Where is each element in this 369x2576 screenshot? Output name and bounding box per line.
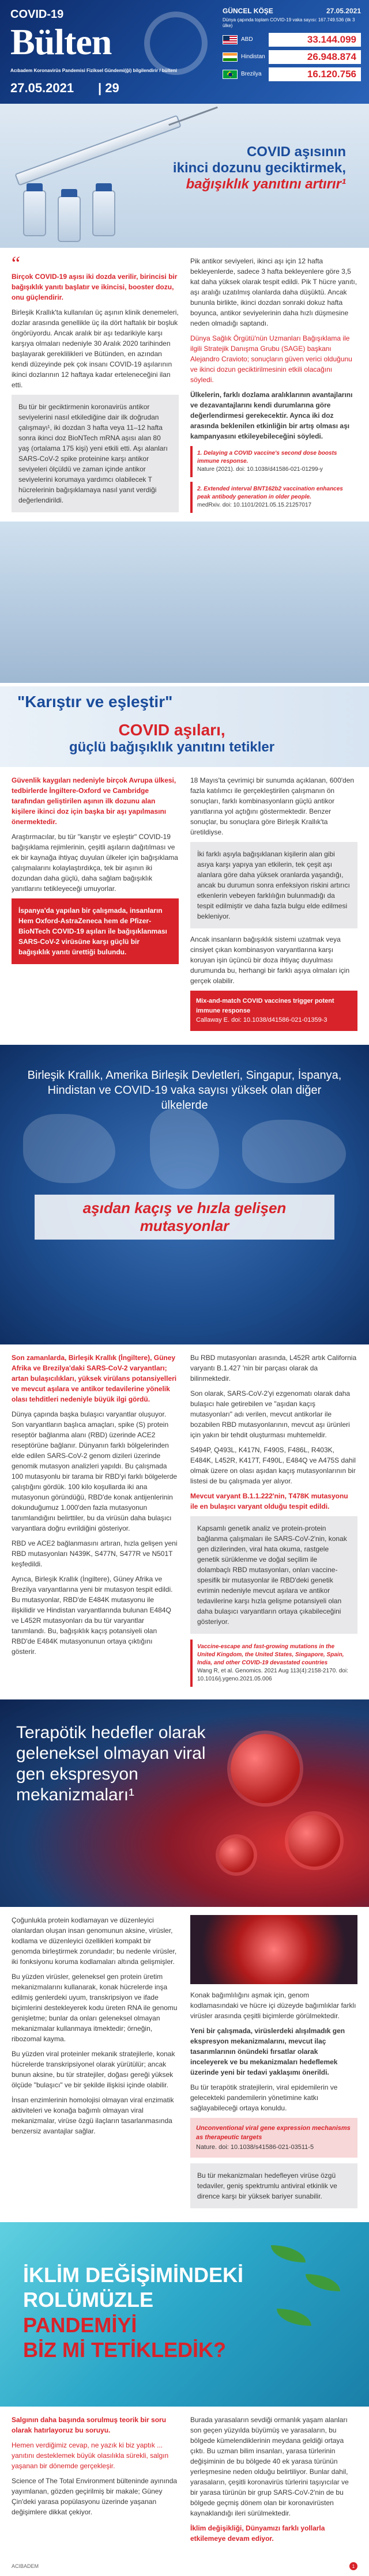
article-2 (0, 767, 369, 1045)
paragraph: Dünya çapında başka bulaşıcı varyantlar oluşuyor. Son varyantların başlıca amaçları, spike (S) protein reseptör bağlanma alanı (RBD) üzerinde ACE2 reseptörüne bağlanır. Dünyanın farklı bölgelerinden elde edilen SARS-CoV-2 genom dizileri üzerinde genomik mutasyon analizleri yapıldı. Bu çalışmada 100 mutasyonlu bir tarama bir RBD'yi farklı bölgelerde çalıştığını gördük. 100 kilo koşullarda iki ana mutasyonun göründüğü, RBD'de konak antijenlerinin dokunduğumuz 1.000'den fazla mutasyonun tanımlandığını belirttiler, bu da virüsün daha bulaşıcı varyantlara doğru evrildiğini gösteriyor. (12, 1410, 178, 1532)
reference-text: Nature. doi: 10.1038/s41586-021-03511-5 (196, 2143, 314, 2151)
leaf-icon (277, 2309, 311, 2326)
hero-title-line2: ikinci dozunu geciktirmek, (172, 160, 346, 176)
paragraph: Science of The Total Environment bülteninde ayınında yayımlanan, gözden geçirilmiş bir makale; Güney Çin'deki yarasa popülasyonu üzerinde yaşanan değişimlere dikkat çekiyor. (12, 2477, 178, 2517)
reference-box (190, 482, 357, 513)
hero-title (156, 144, 346, 192)
highlight-box: İspanya'da yapılan bir çalışmada, insanların Hem Oxford-AstraZeneca hem de Pfizer-BioNTech COVID-19 aşıları ile bağışıklanması SARS-CoV-2 virüsüne karşı güçlü bir bağışıklık yanıtı ürettiği bulundu. (12, 898, 179, 964)
world-map-icon (242, 1120, 346, 1183)
vial-icon (58, 196, 81, 242)
paragraph: Bu RBD mutasyonları arasında, L452R artık California varyantı B.1.427 'nin bir parçası olarak da bilinmektedir. (190, 1353, 357, 1383)
article-3-subtitle-line1: aşıdan kaçış ve hızla gelişen (82, 1199, 287, 1217)
paragraph-bold: Yeni bir çalışmada, virüslerdeki alışılmadık gen ekspresyon mekanizmalarını, mevcut ilaç tasarımlarının önündeki fırsatlar olarak inceleyerek ve bu mekanizmaları hedeflemek üzerinde yeni bir tedavi yaklaşımı önerildi. (190, 2026, 345, 2076)
article-4-left (12, 1915, 179, 2215)
highlight-box: Bu tür mekanizmaları hedefleyen virüse özgü tedaviler, geniş spektrumlu antiviral etkinlik ve dirence karşı bir yüksek bariyer sunabilir. (190, 2163, 357, 2208)
article-3-subtitle (35, 1195, 334, 1240)
virus-image (190, 1915, 357, 1984)
article-3-left (12, 1353, 179, 1691)
paragraph: Son olarak, SARS-CoV-2'yi ezgenomatı olarak daha bulaşıcı hale getirebilen ve "aşıdan kaçış mutasyonları" adı verilen, mevcut antikorlar ile bozabilen RBD mutasyonlarının, mevcut aşı ürünleri için yakın bir tehdit oluşturması muhtemeldir. (190, 1389, 351, 1439)
paragraph: Pik antikor seviyeleri, ikinci aşı için 12 hafta bekleyenlerde, sadece 3 hafta bekleyenlere göre 3,5 kat daha yüksek olarak tespit edildi. Pik T hücre yanıtı, aşı aralığı uzatılmış olanlarda daha düşüktü. Ancak bununla birlikte, ikinci dozdan sonraki dokuz hafta boyunca, antikor seviyelerinin daha hızlı düşmesine neden olmadığı saptandı. (190, 257, 357, 327)
logo-title: Bülten (10, 21, 112, 62)
paragraph-bold: Ülkelerin, farklı dozlama aralıklarının avantajlarını ve dezavantajlarını kendi durumlarına göre değerlendirmesi gerekecektir. Aynca iki doz arasında beklenilen etkinliğin bir artış olması aşı kampanyasını etkileyebileceğini söyledi. (190, 391, 353, 440)
reference-text: Callaway E. doi: 10.1038/d41586-021-01359-3 (196, 1017, 327, 1024)
article-2-quote-title: "Karıştır ve eşleştir" (17, 693, 173, 711)
article-2-title-line2: güçlü bağışıklık yanıtını tetikler (69, 739, 275, 756)
article-2-right (190, 775, 357, 1037)
br-flag-icon (223, 70, 238, 79)
article-5-title-line4: BİZ Mİ TETİKLEDİK? (23, 2337, 226, 2362)
stats-date: 27.05.2021 (326, 7, 361, 15)
issue-date: 27.05.2021 (10, 81, 74, 95)
article-2-lead: Güvenlik kaygıları nedeniyle birçok Avrupa ülkesi, tedbirlerde İngiltere-Oxford ve Cambridge tarafından geliştirilen aşının ilk dozunu alan kişilere ikinci doz için başka bir aşı yapılmasını önermektedir. (12, 776, 176, 826)
stats-title: GÜNCEL KÖŞE (223, 7, 273, 15)
reference-title: Vaccine-escape and fast-growing mutations in the United Kingdom, the United States, Singapore, Spain, India, and other COVID-19 devastated countries (197, 1643, 344, 1666)
highlight-box: Bu tür bir geciktirmenin koronavirüs antikor seviyelerini nasıl etkilediğine dair ilk doğrudan çalışmayı¹, iki dozdan 3 hafta veya 11–12 hafta sonra ikinci doz BioNTech mRNA aşısı alan 80 yaş (ortalama 175 kişi) yeni etkili etti. Aşı alanları SARS-CoV-2 spike proteinine karşı antikor seviyeleri ölçüldü ve zaman içinde antikor seviyelerini korumaya yardımcı olabilecek T hücrelerinin bağışıklamaya nasıl yanıt verdiği değerlendirildi. (12, 395, 179, 512)
article-5-title-line1: İKLİM DEĞİŞİMİNDEKİ (23, 2263, 244, 2287)
hero-title-line3: bağışıklık yanıtını artırır¹ (186, 176, 346, 192)
article-3-right (190, 1353, 357, 1691)
stats-subtitle: Dünya çapında toplam COVID-19 vaka sayısı: 167.749.536 (ilk 3 ülke) (223, 17, 355, 29)
article-2-title-line1: COVID aşıları, (118, 721, 225, 739)
stats-header (223, 7, 361, 15)
footer-brand: ACIBADEM (12, 2563, 39, 2570)
article-5-title-line3: PANDEMİYİ (23, 2313, 137, 2337)
paragraph: RBD ve ACE2 bağlanmasını artıran, hızla gelişen yeni RBD mutasyonları N439K, S477N, S477R ve N501T keşfedildi. (12, 1539, 178, 1568)
article-5-right (190, 2415, 357, 2548)
paragraph: İnsan enzimlerinin homolojisi olmayan viral enzimatik aktiviteleri ve konağa bağımlı olmayan viral mekanizmalar, virüse özgü ilaçların tasarlanmasında benzersiz avantajlar sağlar. (12, 2095, 174, 2135)
reference-title: 1. Delaying a COVID vaccine's second dose boosts immune response. (197, 450, 337, 464)
paragraph-highlight: İklim değişikliği, Dünyamızı farklı yollarla etkilemeye devam ediyor. (190, 2524, 325, 2543)
article-5-left (12, 2415, 179, 2548)
reference-text: medRxiv. doi: 10.1101/2021.05.15.21257017 (197, 502, 312, 508)
paragraph: Konak bağımlılığını aşmak için, genom kodlamasındaki ve hücre içi düzeyde bağımlıklar farklı virüsler arasında çeşitli biçimlerde görülmektedir. (190, 1990, 356, 2020)
reference-text: Nature (2021). doi: 10.1038/d41586-021-01299-y (197, 466, 323, 473)
reference-box (190, 446, 357, 477)
article-1-left (12, 253, 179, 518)
paragraph: Bu yüzden virüsler, geleneksel gen protein üretim mekanizmalarını kullanarak, konak hücrelerde inşa edilmiş genlerdeki uyum, transkripsiyon ve ifade biçimlerini destekleyerek kodu üreten RNA ile genomu genişletme; bunlar da onları geleneksel olmayan mekanizmalar kullanmaya itmektedir; örneğin, ribozomal kayma. (12, 1972, 178, 2043)
article-5 (0, 2407, 369, 2556)
virus-icon (231, 1734, 300, 1803)
reference-title: Unconventional viral gene expression mechanisms as therapeutic targets (196, 2124, 351, 2141)
leaf-icon (271, 2245, 306, 2263)
stat-label: Brezilya (241, 71, 262, 78)
article-3 (0, 1344, 369, 1699)
article-4-right (190, 1915, 357, 2215)
article-2-left (12, 775, 179, 1037)
article-3-hero (0, 1045, 369, 1344)
article-1-right (190, 256, 357, 518)
highlight-box: Kapsamlı genetik analiz ve protein-protein bağlanma çalışmaları ile SARS-CoV-2'nin, konak gen dizilerinden, viral hata okuma, rastgele genetik sürüklenme ve doğal seçilim ile dolambaçlı RBD mutasyonları, onları vaccine-spesifik bir mutasyonlar ile RBD'deki genetik evrimin nedeniyle mevcut aşılara ve antikor tedavilerine karşı hızla gelişme potansiyeli olan daha bulaşıcı varyantların ortaya çıkabileceğini gösteriyor. (190, 1516, 357, 1634)
issue-number: | 29 (98, 81, 119, 95)
highlight-box-grey: İki farklı aşıyla bağışıklanan kişilerin alan gibi asıya karşı yapıya yan etkilerin, tek çeşit aşı alanlara göre daha yüksek oranlarda yaşandığı, ancak bu durumun sonra enfeksiyon riskini artırıcı etkenlerin vebeyen farklılığın bulunmadığı da tespit edilmiştir ve daha fazla bulgu elde edilmesi bekleniyor. (190, 842, 357, 928)
article-2-title (69, 721, 274, 756)
article-4-hero (0, 1699, 369, 1907)
paragraph: Bu yüzden viral proteinler mekanik stratejilerle, konak hücrelerde transkripsiyonel olarak yürütülür; ancak bunun aksine, bu tür stratejiler, doğası gereği yüksek ölçüde "bulaşıcı" ve bir şekilde ilişkisi içinde olabilir. (12, 2049, 175, 2089)
paragraph: Birleşik Krallık'ta kullanılan üç aşının klinik denemeleri, dozlar arasında genellikle üç ila dört haftalık bir boşluk öngörüyordu. Ancak aralık bir aşı tedarikiyle karşı karşıya olmaları nedeniyle 30 Aralık 2020 tarihinden başlayarak gereklilikleri ve Bütünden, en azından kendi düzeyinde pek çok insanı COVID-19 aşılarının ikinci dozlarının 12 haftaya kadar erteleneceğini ilan etti. (12, 308, 179, 390)
article-3-lead: Son zamanlarda, Birleşik Krallık (İngiltere), Güney Afrika ve Brezilya'daki SARS-CoV-2 varyantları; artan bulaşıcılıkları, yüksek virülans potansiyelleri ve mevcut aşılara ve antikor tedavilerine yönelik olası tehditleri nedeniyle büyük ilgi gördü. (12, 1353, 177, 1403)
in-flag-icon (223, 52, 238, 62)
reference-box (190, 991, 357, 1031)
reference-box (190, 2118, 357, 2158)
paragraph: Bu tür terapötik stratejilerin, viral epidemilerin ve gelecekteki pandemilerin yönetimine katkı sağlayabileceği ortaya konuldu. (190, 2083, 338, 2112)
stat-label: ABD (241, 36, 253, 43)
footer (0, 2556, 369, 2576)
article-5-lead: Salgının daha başında sorulmuş teorik bir soru olarak hatırlayoruz bu soruyu. (12, 2416, 167, 2435)
vial-icon (23, 190, 46, 236)
article-1-lead: Birçok COVID-19 aşısı iki dozda verilir, birincisi bir bağışıklık yanıtı başlatır ve ikincisi, booster dozu, onu güçlendirir. (12, 273, 178, 302)
article-5-title-line2: ROLÜMÜZLE (23, 2288, 153, 2312)
stats-panel (223, 7, 361, 85)
article-3-subtitle-line2: mutasyonlar (140, 1217, 229, 1234)
stat-row-us (223, 33, 361, 47)
article-2-header (0, 686, 369, 767)
article-5-hero (0, 2222, 369, 2407)
vial-icon (92, 190, 115, 236)
stat-row-in (223, 50, 361, 64)
header-strap: Acıbadem Koronavirüs Pandemisi Fiziksel Gündemi(ği) bilgilendirir / bülteni (10, 68, 177, 73)
article-4-title: Terapötik hedefler olarak geleneksel olmayan viral gen ekspresyon mekanizmaları¹ (16, 1723, 206, 1804)
us-flag-icon (223, 35, 238, 44)
paragraph: Araştırmacılar, bu tür "karıştır ve eşleştir" COVID-19 bağışıklama rejimlerinin, çeşitli aşıların dağıtılması ve ek bir kaynağa ihtiyaç duyulan ülkeler için bağışıklama çalışmalarını kolaylaştırdıkça, tek bir aşının iki dozundan daha güçlü, daha sağlam bağışıklık yanıtlarını tetikleyeceği umuyorlar. (12, 833, 178, 893)
article-3-title: Birleşik Krallık, Amerika Birleşik Devletleri, Singapur, İspanya, Hindistan ve COVID-19 vaka sayısı yüksek olan diğer ülkelerde (27, 1068, 342, 1112)
paragraph-highlight: Dünya Sağlık Örgütü'nün Uzmanları Bağışıklama ile ilgili Stratejik Danışma Grubu (SAGE) başkanı Alejandro Cravioto; sonuçların güven verici olduğunu ve ikinci dozun geciktirilmesinin etkili olacağını söyledi. (190, 334, 352, 384)
stat-label: Hindistan (241, 54, 265, 61)
paragraph-highlight: Hemen verdiğimiz cevap, ne yazık ki biz yaptık ... yanıtını desteklemek büyük olasılıkla sürekli, salgın yaşanan bir dönemde gerçekleşir. (12, 2441, 169, 2471)
reference-box (190, 1640, 357, 1687)
stat-value: 16.120.756 (269, 67, 361, 81)
world-map-icon (23, 1114, 115, 1183)
paragraph-highlight: Mevcut varyant B.1.1.222'nin, T478K mutasyonu ile en bulaşıcı varyant olduğu tespit edildi. (190, 1491, 348, 1510)
logo-decoration-icon (144, 12, 208, 75)
article-1 (0, 248, 369, 518)
paragraph: S494P, Q493L, K417N, F490S, F486L, R403K, E484K, L452R, K417T, F490L, E484Q ve A475S dahil olmak üzere on olası aşıdan kaçış mutasyonlarının bir listesi de bu çalışmada yer alıyor. (190, 1445, 356, 1485)
paragraph: Ayrıca, Birleşik Krallık (İngiltere), Güney Afrika ve Brezilya varyantlarına yeni bir mutasyon tespit edildi. Bu mutasyonlar, RBD'de E484K mutasyonu ile ilişkilidir ve Hindistan varyantlarında bulunan E484Q ve L452R mutasyonları da bu tür varyantlar tanımlandı. Bu, bağışıklık kaçış potansiyeli olan RBD'de E484K mutasyonunun ortaya çıktığını gösterir. (12, 1574, 173, 1656)
virus-icon (219, 1838, 254, 1872)
page-number: 1 (349, 2562, 357, 2570)
virus-icon (288, 1815, 340, 1867)
stat-value: 33.144.099 (269, 33, 361, 47)
world-map-icon (150, 1108, 219, 1189)
article-4 (0, 1907, 369, 2223)
stat-row-br (223, 67, 361, 81)
paragraph: Burada yarasaların sevdiği ormanlık yaşam alanları son geçen yüzyılda büyümüş ve yarasaların, bu bölgede kümelendiklerinin meydana geldiği ortaya çıktı. Bu uzman bilim insanları, yarasa türlerinin değişiminin de bu bölgede 40 ek yarasa türünün yerleşmesine neden olduğu belirtiliyor. Bunlar dahil, yarasaların, çeşitli koronavirüs türlerini taşıyıcılar ve bir yarasa türünün bir grup SARS-CoV-2'nin de bu bölgede geçmiş dönem olan bir koronavirüsten kaynaklandığı ileri sürülmektedir. (190, 2416, 349, 2518)
header (0, 0, 369, 104)
stat-value: 26.948.874 (269, 50, 361, 64)
reference-text: Wang R, et al. Genomics. 2021 Aug 113(4):2158-2170. doi: 10.1016/j.ygeno.2021.05.006 (197, 1667, 348, 1682)
quote-icon: “ (12, 253, 21, 274)
paragraph: Çoğunlukla protein kodlamayan ve düzenleyici olanlardan oluşan insan genomunun aksine, virüsler, kodlama ve düzenleyici özellikleri kompakt bir genomda birleştirmek zorundadır; bu nedenle virüsler, iki fonksiyonu koruma kodlamaları altında gelişmişler. (12, 1916, 177, 1966)
logo-subtitle: COVID-19 (10, 8, 64, 21)
leaf-icon (306, 2274, 340, 2291)
hero-image (0, 104, 369, 248)
paragraph: 18 Mayıs'ta çevrimiçi bir sunumda açıklanan, 600'den fazla katılımcı ile gerçekleştirilen çalışmanın ön sonuçları, farklı kombinasyonların güçlü antikor yanıtlarına yol açtığını göstermektedir. Benzer sonuçlar, bu sonuçlara göre Birleşik Krallık'ta üretildiyse. (190, 776, 355, 837)
reference-title: 2. Extended interval BNT162b2 vaccination enhances peak antibody generation in older people. (197, 486, 343, 500)
article-5-title (23, 2263, 243, 2362)
hero-title-line1: COVID aşısının (246, 144, 346, 160)
vaccine-vials-image (0, 522, 369, 683)
paragraph: Ancak insanların bağışıklık sistemi uzatmak veya cinsiyet çıkan kombinasyon varyantlarına karşı koruyan işin üçüncü bir doza ihtiyaç duyulması durumunda bu, herhangi bir farklı aşıya olmaları için gerçek olabilir. (190, 935, 350, 985)
reference-title: Mix-and-match COVID vaccines trigger potent immune response (196, 998, 334, 1014)
